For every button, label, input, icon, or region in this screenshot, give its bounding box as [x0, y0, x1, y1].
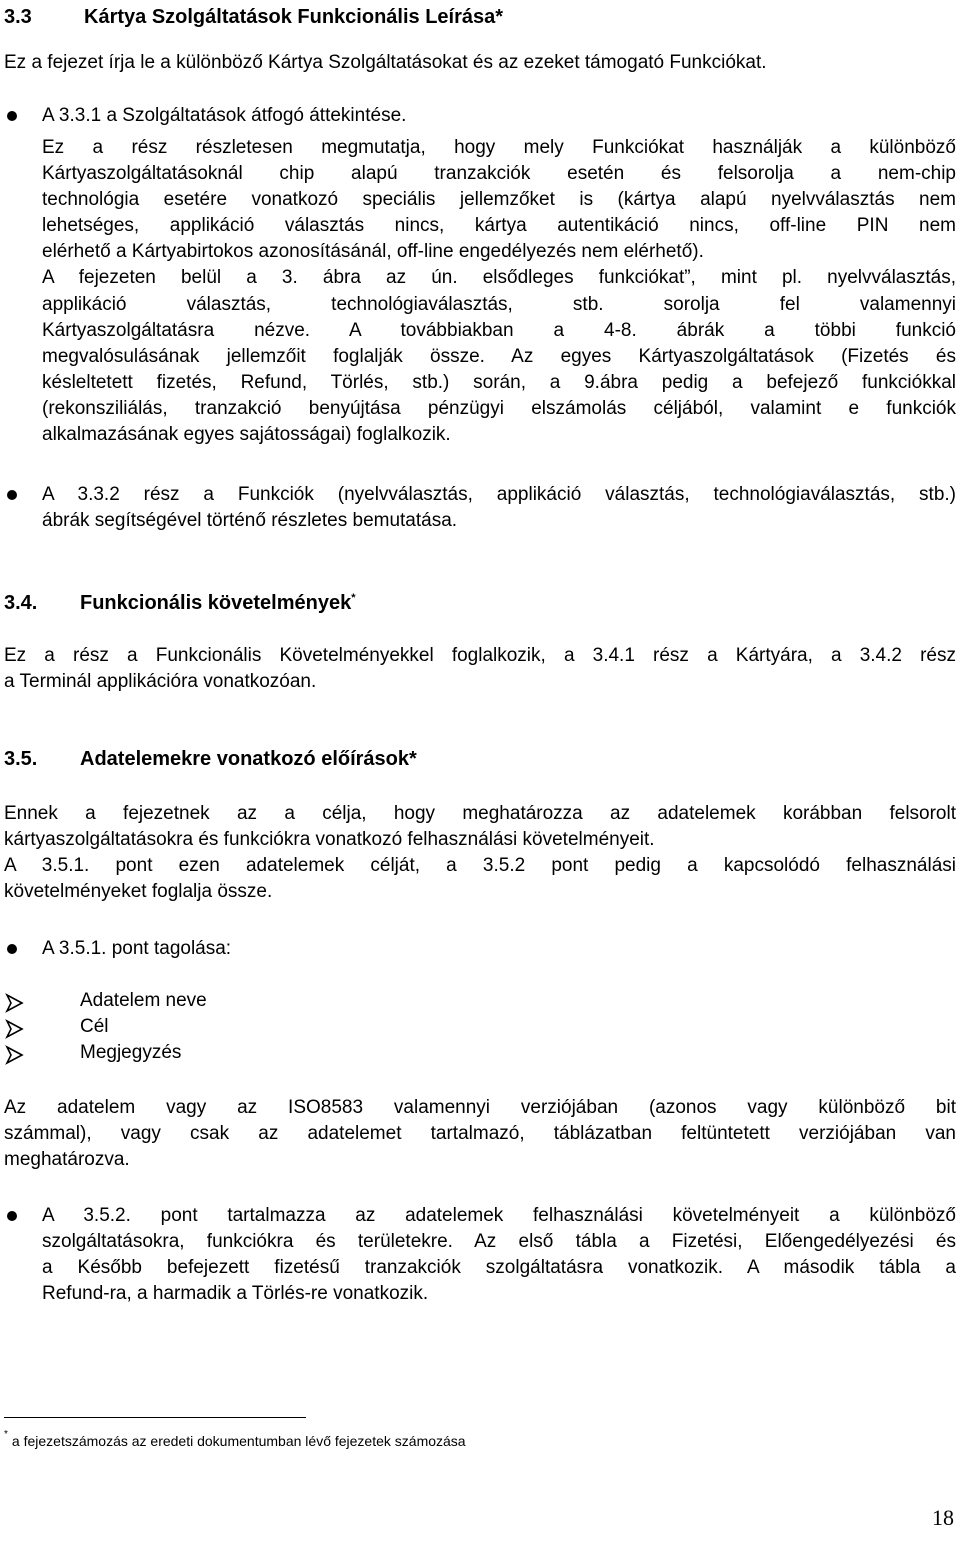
paragraph-line: A fejezeten belül a 3. ábra az ún. elsődleges funkciókat”, mint pl. nyelvválasztás,	[42, 267, 956, 288]
section-3-3-title: Kártya Szolgáltatások Funkcionális Leírása*	[84, 6, 504, 28]
paragraph-line: A 3.5.2. pont tartalmazza az adatelemek felhasználási követelményeit a különböző	[42, 1205, 956, 1226]
bullet-icon	[7, 490, 17, 500]
sublist-item: Megjegyzés	[80, 1042, 182, 1063]
section-3-5-title: Adatelemekre vonatkozó előírások*	[80, 748, 417, 770]
paragraph-line: számmal), vagy csak az adatelemet tartalmazó, táblázatban feltüntetett verziójában van	[4, 1123, 956, 1144]
paragraph-line: szolgáltatásokra, funkciókra és területekre. Az első tábla a Fizetési, Előengedélyezési és	[42, 1231, 956, 1252]
paragraph-line: Ez a rész részletesen megmutatja, hogy mely Funkciókat használják a különböző	[42, 137, 956, 158]
bullet-3-5-1: A 3.5.1. pont tagolása:	[42, 938, 232, 959]
paragraph-line: Ennek a fejezetnek az a célja, hogy meghatározza az adatelemek korábban felsorolt	[4, 803, 956, 824]
section-3-3-intro: Ez a fejezet írja le a különböző Kártya Szolgáltatásokat és az ezeket támogató Funkciókat.	[4, 52, 767, 73]
paragraph-line: A 3.3.2 rész a Funkciók (nyelvválasztás, applikáció választás, technológiaválasztás, stb.)	[42, 484, 956, 505]
page-number: 18	[932, 1505, 954, 1530]
paragraph-line: (rekonsziliálás, tranzakció benyújtása pénzügyi elszámolás céljából, valamint e funkciók	[42, 398, 956, 419]
paragraph-line: A 3.5.1. pont ezen adatelemek célját, a 3.5.2 pont pedig a kapcsolódó felhasználási	[4, 855, 956, 876]
paragraph-line: applikáció választás, technológiaválasztás, stb. sorolja fel valamennyi	[42, 294, 956, 315]
sublist-item: Adatelem neve	[80, 990, 207, 1011]
paragraph-line: megvalósulásának jellemzőit foglalják össze. Az egyes Kártyaszolgáltatások (Fizetés és	[42, 346, 956, 367]
paragraph-line: követelményeket foglalja össze.	[4, 881, 273, 902]
footnote	[4, 1429, 466, 1449]
paragraph-line: késleltetett fizetés, Refund, Törlés, stb.) során, a 9.ábra pedig a befejező funkciókkal	[42, 372, 956, 393]
bullet-icon	[7, 944, 17, 954]
section-3-4-title-text: Funkcionális követelmények	[80, 592, 352, 614]
paragraph-line: Kártyaszolgáltatásra nézve. A továbbiakban a 4-8. ábrák a többi funkció	[42, 320, 956, 341]
paragraph-line: meghatározva.	[4, 1149, 130, 1170]
paragraph-line: Ez a rész a Funkcionális Követelményekkel foglalkozik, a 3.4.1 rész a Kártyára, a 3.4.2 rész	[4, 645, 956, 666]
paragraph-line: Az adatelem vagy az ISO8583 valamennyi verziójában (azonos vagy különböző bit	[4, 1097, 956, 1118]
footnote-mark: *	[4, 1429, 8, 1440]
arrow-bullet-icon	[4, 1018, 26, 1040]
paragraph-line: alkalmazásának egyes sajátosságai) foglalkozik.	[42, 424, 451, 445]
paragraph-line: a Terminál applikációra vonatkozóan.	[4, 671, 317, 692]
section-3-4-title	[80, 590, 356, 619]
paragraph-line: technológia esetére vonatkozó speciális jellemzőket is (kártya alapú nyelvválasztás nem	[42, 189, 956, 210]
paragraph-line: Refund-ra, a harmadik a Törlés-re vonatkozik.	[42, 1283, 429, 1304]
paragraph-line: lehetséges, applikáció választás nincs, kártya autentikáció nincs, off-line PIN nem	[42, 215, 956, 236]
paragraph-line: Kártyaszolgáltatásoknál chip alapú tranzakciók esetén és felsorolja a nem-chip	[42, 163, 956, 184]
paragraph-line: elérhető a Kártyabirtokos azonosításánál, off-line engedélyezés nem elérhető).	[42, 241, 704, 262]
sublist-item: Cél	[80, 1016, 109, 1037]
paragraph-line: a Később befejezett fizetésű tranzakciók szolgáltatásra vonatkozik. A második tábla a	[42, 1257, 956, 1278]
paragraph-line: kártyaszolgáltatásokra és funkciókra vonatkozó felhasználási követelményeit.	[4, 829, 655, 850]
section-3-4-number: 3.4.	[4, 592, 38, 614]
bullet-icon	[7, 1211, 17, 1221]
section-3-3-number: 3.3	[4, 6, 32, 28]
bullet-icon	[7, 111, 17, 121]
section-3-4-title-star: *	[351, 592, 356, 604]
arrow-bullet-icon	[4, 992, 26, 1014]
section-3-5-number: 3.5.	[4, 748, 38, 770]
footnote-text: a fejezetszámozás az eredeti dokumentumban lévő fejezetek számozása	[11, 1433, 466, 1449]
bullet-3-3-1-title: A 3.3.1 a Szolgáltatások átfogó áttekintése.	[42, 105, 407, 126]
paragraph-line: ábrák segítségével történő részletes bemutatása.	[42, 510, 458, 531]
footnote-divider	[4, 1417, 306, 1418]
arrow-bullet-icon	[4, 1044, 26, 1066]
